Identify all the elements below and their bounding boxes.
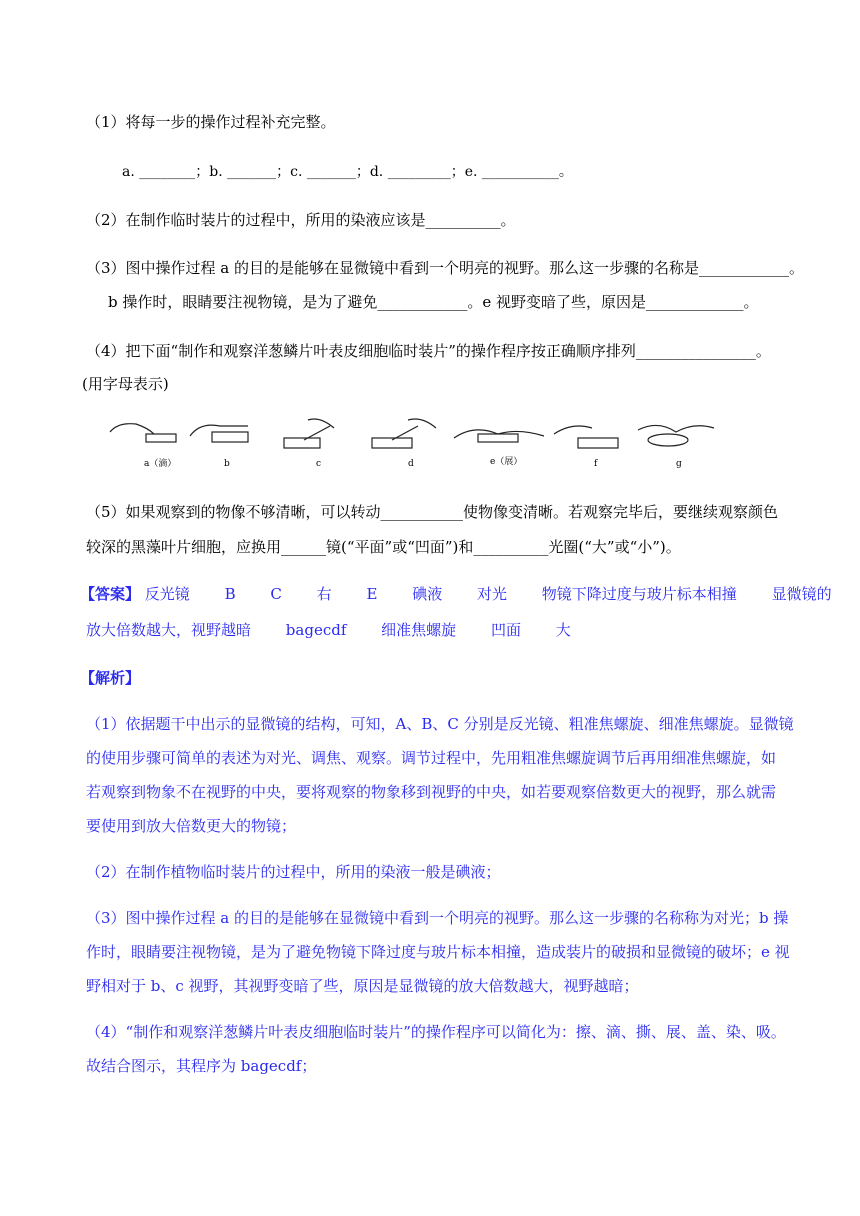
analysis-p2: （2）在制作植物临时装片的过程中，所用的染液一般是碘液； [86, 863, 501, 881]
slide-e-icon [478, 434, 518, 442]
question-1-title: （1）将每一步的操作过程补充完整。 [86, 113, 336, 131]
question-4-line-1: （4）把下面“制作和观察洋葱鳞片叶表皮细胞临时装片”的操作程序按正确顺序排列________________。 [86, 342, 771, 360]
hand-c-icon [308, 419, 334, 428]
question-3-line-2: b 操作时，眼睛要注视物镜，是为了避免____________。e 视野变暗了些，原因是_____________。 [108, 293, 759, 311]
answer-line-2 [86, 620, 571, 640]
figure-label-c: c [316, 459, 322, 469]
hand-d-icon [408, 419, 436, 428]
figure-label-a: a（滴） [144, 459, 177, 469]
hands-g-icon [638, 425, 714, 432]
hand-f-icon [554, 426, 592, 434]
answer-item: 放大倍数越大，视野越暗 [86, 621, 252, 639]
slide-b-icon [212, 432, 248, 442]
question-5-line-1: （5）如果观察到的物像不够清晰，可以转动___________使物像变清晰。若观察完毕后，要继续观察颜色 [86, 503, 779, 521]
analysis-p3-line: 作时，眼睛要注视物镜，是为了避免物镜下降过度与玻片标本相撞，造成装片的破损和显微镜的破坏；e 视 [86, 943, 790, 961]
slide-c-icon [284, 438, 320, 448]
analysis-p3-line: 野相对于 b、c 视野，其视野变暗了些，原因是显微镜的放大倍数越大，视野越暗； [86, 977, 639, 995]
question-1-blanks: a. ________；b. _______；c. _______；d. _________；e. ___________。 [122, 164, 573, 180]
slide-g-icon [648, 434, 688, 446]
answer-item: 物镜下降过度与玻片标本相撞 [541, 585, 737, 603]
answer-item: bagecdf [285, 621, 347, 639]
analysis-p1-line: 的使用步骤可简单的表述为对光、调焦、观察。调节过程中，先用粗准焦螺旋调节后再用细准焦螺旋，如 [86, 749, 777, 767]
question-5-line-2: 较深的黑藻叶片细胞，应换用______镜(“平面”或“凹面”)和__________光圈(“大”或“小”)。 [86, 538, 681, 556]
figure-label-g: g [676, 459, 682, 469]
figure-label-f: f [594, 459, 598, 469]
answer-item: 对光 [477, 585, 508, 603]
procedure-figure [108, 410, 718, 470]
answer-item: E [366, 585, 378, 603]
figure-label-e: e（展） [490, 457, 523, 467]
analysis-p3-line: （3）图中操作过程 a 的目的是能够在显微镜中看到一个明亮的视野。那么这一步骤的名称称为对光；b 操 [86, 909, 789, 927]
analysis-p1-line: 若观察到物象不在视野的中央，要将观察的物象移到视野的中央，如若要观察倍数更大的视野，那么就需 [86, 783, 777, 801]
procedure-illustration [108, 410, 718, 470]
slide-f-icon [578, 438, 618, 448]
analysis-p1-line: 要使用到放大倍数更大的物镜； [86, 817, 297, 835]
answer-label: 【答案】 [80, 585, 141, 603]
answer-item: C [270, 585, 282, 603]
answer-item: 反光镜 [144, 585, 190, 603]
answer-item: B [224, 585, 236, 603]
question-3-line-1: （3）图中操作过程 a 的目的是能够在显微镜中看到一个明亮的视野。那么这一步骤的名称是____________。 [86, 259, 805, 277]
answer-item: 显微镜的 [771, 585, 832, 603]
analysis-p4-line: （4）“制作和观察洋葱鳞片叶表皮细胞临时装片”的操作程序可以简化为：擦、滴、撕、展、盖、染、吸。 [86, 1023, 786, 1041]
slide-a-icon [146, 434, 176, 442]
answer-item: 大 [555, 621, 571, 639]
hand-a-icon [110, 424, 154, 434]
analysis-label: 【解析】 [80, 669, 141, 687]
analysis-p4-line: 故结合图示，其程序为 bagecdf； [86, 1057, 317, 1075]
answer-item: 细准焦螺旋 [381, 621, 457, 639]
figure-label-b: b [224, 459, 230, 469]
answer-line-1 [80, 584, 832, 604]
question-2: （2）在制作临时装片的过程中，所用的染液应该是__________。 [86, 211, 516, 229]
answer-item: 碘液 [412, 585, 443, 603]
analysis-p1-line: （1）依据题干中出示的显微镜的结构，可知，A、B、C 分别是反光镜、粗准焦螺旋、细准焦螺旋。显微镜 [86, 715, 794, 733]
hand-b-icon [190, 425, 248, 436]
figure-label-d: d [408, 459, 414, 469]
question-4-line-2: (用字母表示) [82, 375, 169, 393]
answer-item: 凹面 [490, 621, 521, 639]
answer-item: 右 [316, 585, 332, 603]
